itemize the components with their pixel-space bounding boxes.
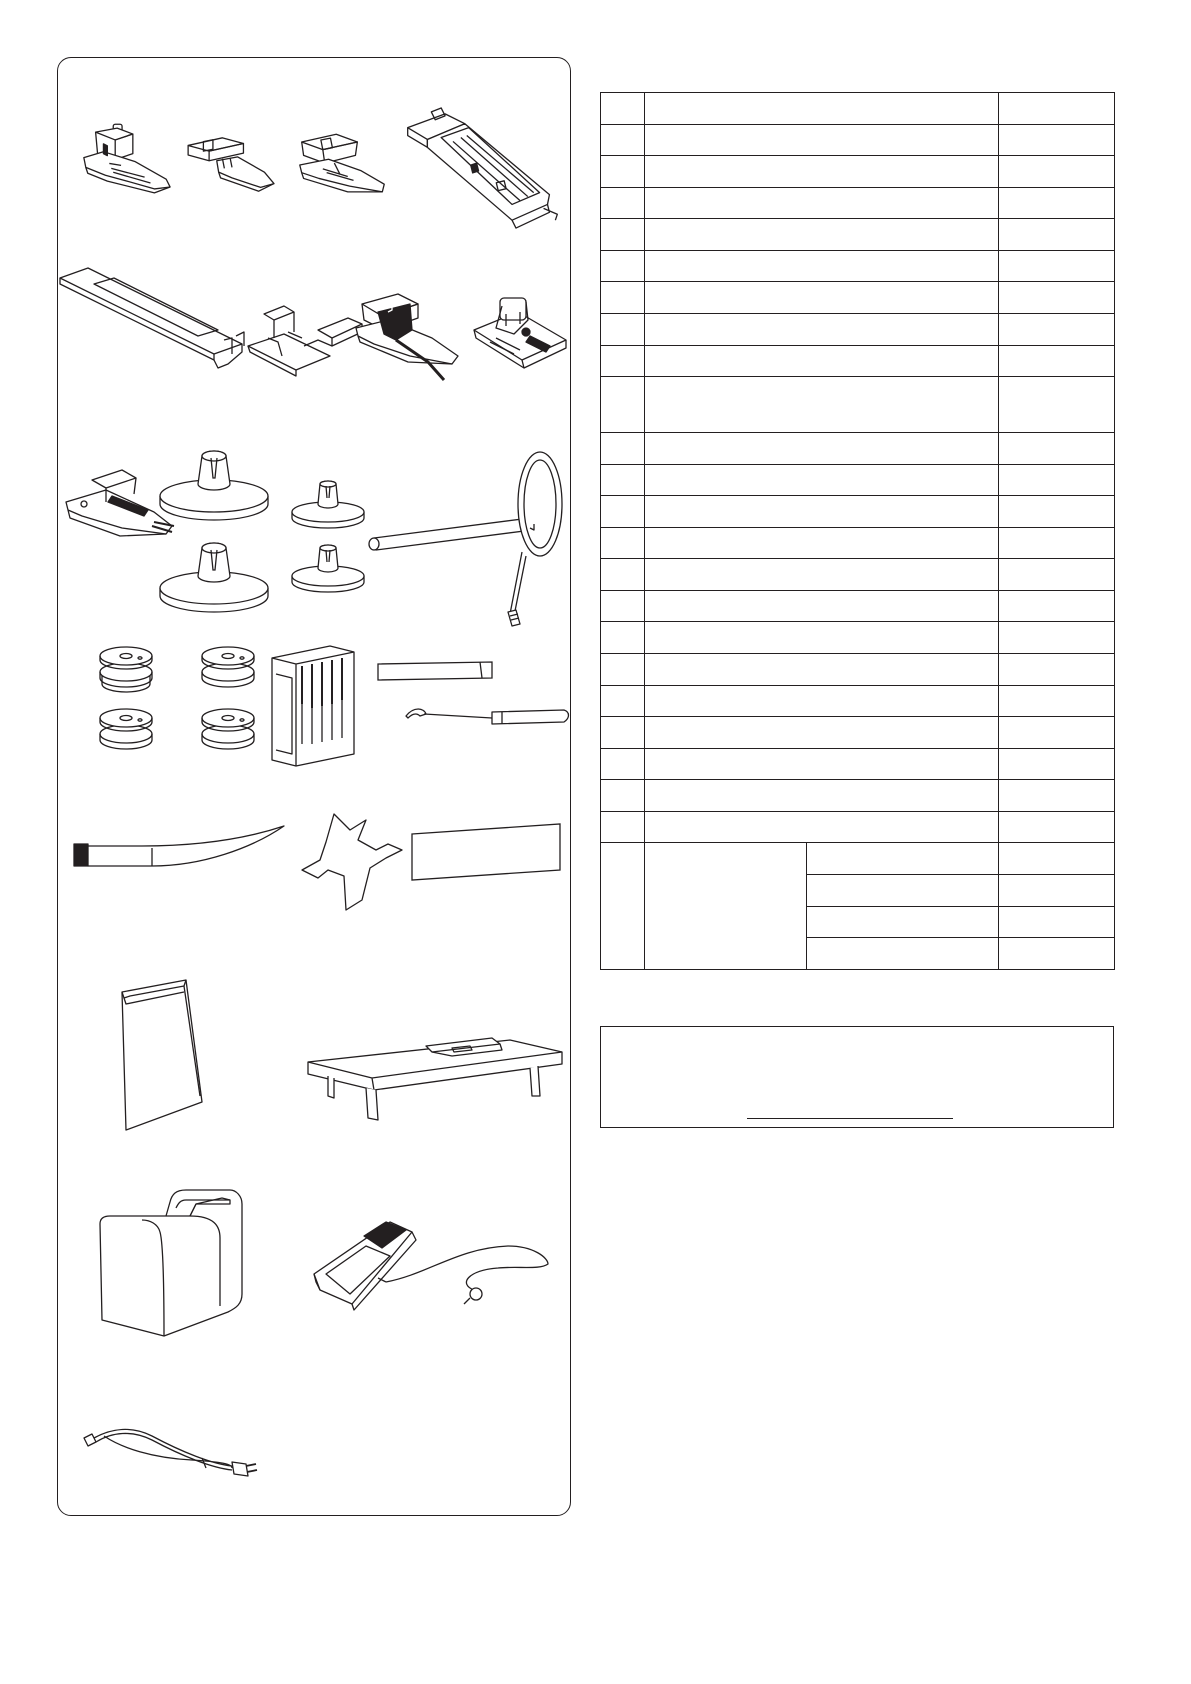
part-code-cell: [999, 156, 1115, 188]
seam-guide-foot-icon: [348, 290, 462, 380]
part-code-cell: [999, 93, 1115, 125]
sub-part-name-cell: [807, 843, 999, 875]
sub-part-code-cell: [999, 906, 1115, 938]
table-row: [601, 377, 1115, 433]
item-number-cell: [601, 559, 645, 591]
item-number-cell: [601, 345, 645, 377]
item-number-cell: [601, 250, 645, 282]
power-cord-icon: [82, 1418, 258, 1480]
seam-ripper-icon: [404, 698, 570, 738]
item-number-cell: [601, 590, 645, 622]
table-row: [601, 496, 1115, 528]
part-code-cell: [999, 313, 1115, 345]
part-code-cell: [999, 559, 1115, 591]
part-name-cell: [645, 527, 999, 559]
part-name-cell: [645, 590, 999, 622]
part-code-cell: [999, 496, 1115, 528]
item-number-cell: [601, 780, 645, 812]
part-name-cell: [645, 559, 999, 591]
part-name-cell: [645, 377, 999, 433]
foot-control-icon: [308, 1208, 568, 1340]
item-number-cell: [601, 433, 645, 465]
table-row: [601, 685, 1115, 717]
part-code-cell: [999, 187, 1115, 219]
part-name-cell: [645, 780, 999, 812]
item-number-cell: [601, 313, 645, 345]
item-number-cell: [601, 496, 645, 528]
item-number-cell: [601, 282, 645, 314]
accessory-panel: [57, 57, 571, 1516]
table-row: [601, 464, 1115, 496]
part-name-cell: [645, 282, 999, 314]
item-number-cell: [601, 527, 645, 559]
part-name-cell: [645, 345, 999, 377]
quilting-guide-bar-icon: [58, 266, 268, 370]
part-name-cell: [645, 496, 999, 528]
note-box: [600, 1026, 1114, 1128]
part-code-cell: [999, 345, 1115, 377]
item-number-cell: [601, 377, 645, 433]
part-code-cell: [999, 780, 1115, 812]
part-name-cell: [645, 717, 999, 749]
part-code-cell: [999, 433, 1115, 465]
part-code-cell: [999, 250, 1115, 282]
blind-hem-foot-icon: [244, 298, 364, 378]
table-row: [601, 559, 1115, 591]
item-number-cell: [601, 464, 645, 496]
table-row: [601, 187, 1115, 219]
table-row: [601, 345, 1115, 377]
group-number-cell: [601, 843, 645, 970]
part-name-cell: [645, 219, 999, 251]
part-name-cell: [645, 250, 999, 282]
part-name-cell: [645, 433, 999, 465]
spool-stand-felt-icon: [408, 822, 566, 884]
part-name-cell: [645, 748, 999, 780]
table-row: [601, 527, 1115, 559]
item-number-cell: [601, 622, 645, 654]
part-code-cell: [999, 811, 1115, 843]
part-name-cell: [645, 124, 999, 156]
part-code-cell: [999, 590, 1115, 622]
table-row: [601, 622, 1115, 654]
table-row: [601, 156, 1115, 188]
item-number-cell: [601, 748, 645, 780]
lint-brush-icon: [72, 826, 288, 880]
item-number-cell: [601, 654, 645, 686]
part-code-cell: [999, 685, 1115, 717]
table-row: [601, 219, 1115, 251]
part-code-cell: [999, 377, 1115, 433]
item-number-cell: [601, 685, 645, 717]
part-name-cell: [645, 156, 999, 188]
sub-part-name-cell: [807, 874, 999, 906]
part-name-cell: [645, 622, 999, 654]
table-row: [601, 748, 1115, 780]
table-row: [601, 313, 1115, 345]
table-row: [601, 590, 1115, 622]
group-name-cell: [645, 843, 807, 970]
part-name-cell: [645, 811, 999, 843]
table-row: [601, 843, 1115, 875]
part-name-cell: [645, 313, 999, 345]
part-name-cell: [645, 685, 999, 717]
part-code-cell: [999, 124, 1115, 156]
extension-table-icon: [304, 1018, 566, 1134]
sub-part-code-cell: [999, 874, 1115, 906]
overedge-foot-icon: [470, 292, 568, 380]
table-row: [601, 780, 1115, 812]
part-code-cell: [999, 527, 1115, 559]
spool-pin-icon: [364, 444, 564, 630]
instruction-book-icon: [118, 978, 208, 1132]
item-number-cell: [601, 93, 645, 125]
item-number-cell: [601, 156, 645, 188]
part-code-cell: [999, 464, 1115, 496]
buttonhole-foot-icon: [401, 106, 565, 232]
part-name-cell: [645, 464, 999, 496]
parts-table: [600, 92, 1115, 970]
sub-part-name-cell: [807, 938, 999, 970]
item-number-cell: [601, 219, 645, 251]
felt-icon: [376, 660, 500, 684]
sub-part-code-cell: [999, 938, 1115, 970]
item-number-cell: [601, 187, 645, 219]
sub-part-code-cell: [999, 843, 1115, 875]
part-code-cell: [999, 748, 1115, 780]
table-row: [601, 282, 1115, 314]
satin-stitch-foot-icon: [294, 130, 390, 200]
zigzag-foot-icon: [76, 124, 174, 198]
bobbins-icon: [98, 646, 260, 760]
table-row: [601, 124, 1115, 156]
large-spool-holder-icon: [158, 438, 270, 622]
part-code-cell: [999, 717, 1115, 749]
screwdriver-icon: [300, 812, 404, 912]
part-name-cell: [645, 654, 999, 686]
part-name-cell: [645, 187, 999, 219]
part-code-cell: [999, 219, 1115, 251]
zipper-foot-icon: [184, 134, 280, 196]
semi-hard-cover-icon: [94, 1186, 248, 1340]
part-code-cell: [999, 282, 1115, 314]
part-code-cell: [999, 622, 1115, 654]
item-number-cell: [601, 124, 645, 156]
item-number-cell: [601, 717, 645, 749]
part-code-cell: [999, 654, 1115, 686]
table-row: [601, 811, 1115, 843]
table-row: [601, 717, 1115, 749]
table-row: [601, 93, 1115, 125]
sub-part-name-cell: [807, 906, 999, 938]
table-row: [601, 433, 1115, 465]
table-row: [601, 654, 1115, 686]
item-number-cell: [601, 811, 645, 843]
part-name-cell: [645, 93, 999, 125]
table-row: [601, 250, 1115, 282]
needle-set-icon: [268, 644, 358, 768]
note-underline: [747, 1118, 953, 1119]
small-spool-holder-icon: [290, 474, 366, 598]
